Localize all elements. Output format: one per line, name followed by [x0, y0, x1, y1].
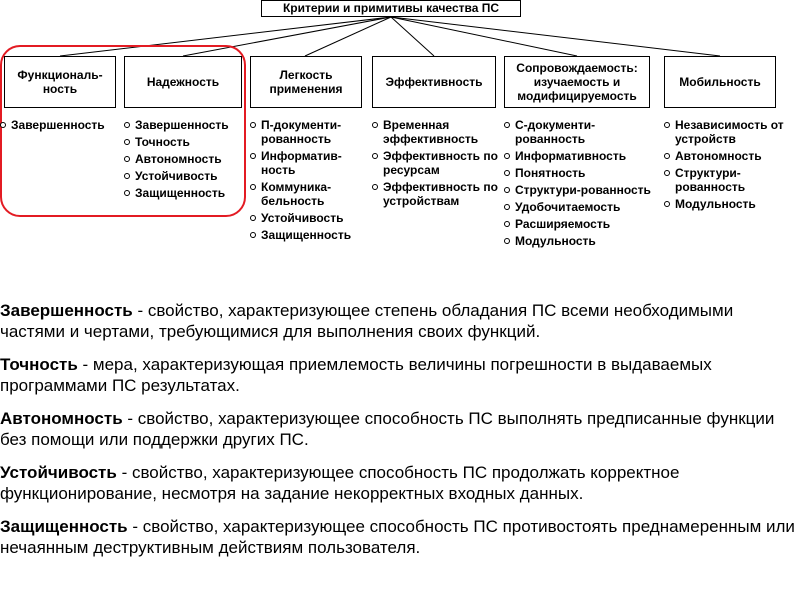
list-item-label: С-документи-рованность [515, 118, 596, 146]
list-item [504, 217, 654, 231]
bullet-icon [664, 153, 670, 159]
category-portability: Мобильность [664, 56, 776, 108]
list-item-label: Устойчивость [135, 169, 218, 183]
list-maintainability [504, 118, 654, 251]
bullet-icon [504, 204, 510, 210]
bullet-icon [664, 170, 670, 176]
category-maintainability: Сопровождаемость: изучаемость и модифицируемость [504, 56, 650, 108]
list-item [250, 228, 368, 242]
list-item [124, 135, 244, 149]
connector-line [391, 17, 434, 56]
definition-text: - свойство, характеризующее степень обладания ПС всеми необходимыми частями и чертами, требующимися для выполнения своих функций. [0, 301, 734, 341]
list-item [664, 149, 798, 163]
list-item-label: П-документи-рованность [261, 118, 342, 146]
category-reliability: Надежность [124, 56, 242, 108]
list-item [504, 183, 654, 197]
bullet-icon [372, 153, 378, 159]
bullet-icon [124, 139, 130, 145]
bullet-icon [504, 221, 510, 227]
definitions [0, 300, 800, 570]
list-item-label: Модульность [675, 197, 756, 211]
definition-completeness [0, 300, 800, 342]
list-item [250, 180, 368, 208]
list-item [124, 186, 244, 200]
root-node: Критерии и примитивы качества ПС [261, 0, 521, 17]
bullet-icon [504, 238, 510, 244]
list-functionality [0, 118, 118, 135]
list-efficiency [372, 118, 498, 211]
bullet-icon [124, 122, 130, 128]
list-item-label: Завершенность [11, 118, 105, 132]
list-item [664, 166, 798, 194]
list-item [250, 211, 368, 225]
bullet-icon [372, 184, 378, 190]
list-item-label: Защищенность [261, 228, 352, 242]
definition-text: - свойство, характеризующее способность ПС продолжать корректное функционирование, несмотря на задание некорректных входных данных. [0, 463, 680, 503]
list-item [372, 149, 498, 177]
definition-text: - свойство, характеризующее способность ПС противостоять преднамеренным или нечаянным деструктивным действиям пользователя. [0, 517, 795, 557]
definition-robustness [0, 462, 800, 504]
list-item [124, 118, 244, 132]
list-item [504, 234, 654, 248]
bullet-icon [504, 170, 510, 176]
list-item [250, 118, 368, 146]
bullet-icon [250, 122, 256, 128]
list-item-label: Защищенность [135, 186, 226, 200]
definition-term: Устойчивость [0, 463, 117, 482]
list-item-label: Автономность [675, 149, 762, 163]
definition-security [0, 516, 800, 558]
list-item-label: Структури-рованность [675, 166, 746, 194]
definition-term: Автономность [0, 409, 123, 428]
bullet-icon [664, 201, 670, 207]
list-item-label: Эффективность по устройствам [383, 180, 498, 208]
definition-term: Завершенность [0, 301, 133, 320]
bullet-icon [124, 156, 130, 162]
connector-line [391, 17, 720, 56]
definition-accuracy [0, 354, 800, 396]
bullet-icon [250, 232, 256, 238]
list-reliability [124, 118, 244, 203]
list-item [504, 166, 654, 180]
list-item [504, 149, 654, 163]
category-usability: Легкость применения [250, 56, 362, 108]
list-item [124, 169, 244, 183]
list-item-label: Завершенность [135, 118, 229, 132]
list-item-label: Удобочитаемость [515, 200, 621, 214]
definition-autonomy [0, 408, 800, 450]
bullet-icon [0, 122, 6, 128]
bullet-icon [504, 122, 510, 128]
list-item-label: Понятность [515, 166, 586, 180]
list-item [664, 197, 798, 211]
definition-text: - мера, характеризующая приемлемость величины погрешности в выдаваемых программами ПС результатах. [0, 355, 712, 395]
list-portability [664, 118, 798, 214]
category-efficiency: Эффективность [372, 56, 496, 108]
list-item-label: Информативность [515, 149, 627, 163]
bullet-icon [250, 215, 256, 221]
list-item-label: Устойчивость [261, 211, 344, 225]
bullet-icon [124, 190, 130, 196]
list-item [372, 118, 498, 146]
list-item-label: Эффективность по ресурсам [383, 149, 498, 177]
list-item [124, 152, 244, 166]
list-item-label: Модульность [515, 234, 596, 248]
definition-text: - свойство, характеризующее способность ПС выполнять предписанные функции без помощи или поддержки других ПС. [0, 409, 775, 449]
list-item [0, 118, 118, 132]
list-item [504, 200, 654, 214]
bullet-icon [124, 173, 130, 179]
connector-line [391, 17, 577, 56]
connector-line [305, 17, 391, 56]
list-item [250, 149, 368, 177]
bullet-icon [504, 187, 510, 193]
list-item-label: Временная эффективность [383, 118, 479, 146]
bullet-icon [250, 153, 256, 159]
category-functionality: Функциональ-ность [4, 56, 116, 108]
list-item-label: Расширяемость [515, 217, 611, 231]
list-item-label: Информатив-ность [261, 149, 342, 177]
list-item-label: Коммуника-бельность [261, 180, 332, 208]
list-item-label: Независимость от устройств [675, 118, 784, 146]
bullet-icon [372, 122, 378, 128]
list-item-label: Автономность [135, 152, 222, 166]
definition-term: Точность [0, 355, 78, 374]
list-item [372, 180, 498, 208]
list-usability [250, 118, 368, 245]
bullet-icon [504, 153, 510, 159]
list-item [664, 118, 798, 146]
bullet-icon [664, 122, 670, 128]
list-item-label: Точность [135, 135, 190, 149]
definition-term: Защищенность [0, 517, 128, 536]
bullet-icon [250, 184, 256, 190]
list-item-label: Структури-рованность [515, 183, 651, 197]
list-item [504, 118, 654, 146]
